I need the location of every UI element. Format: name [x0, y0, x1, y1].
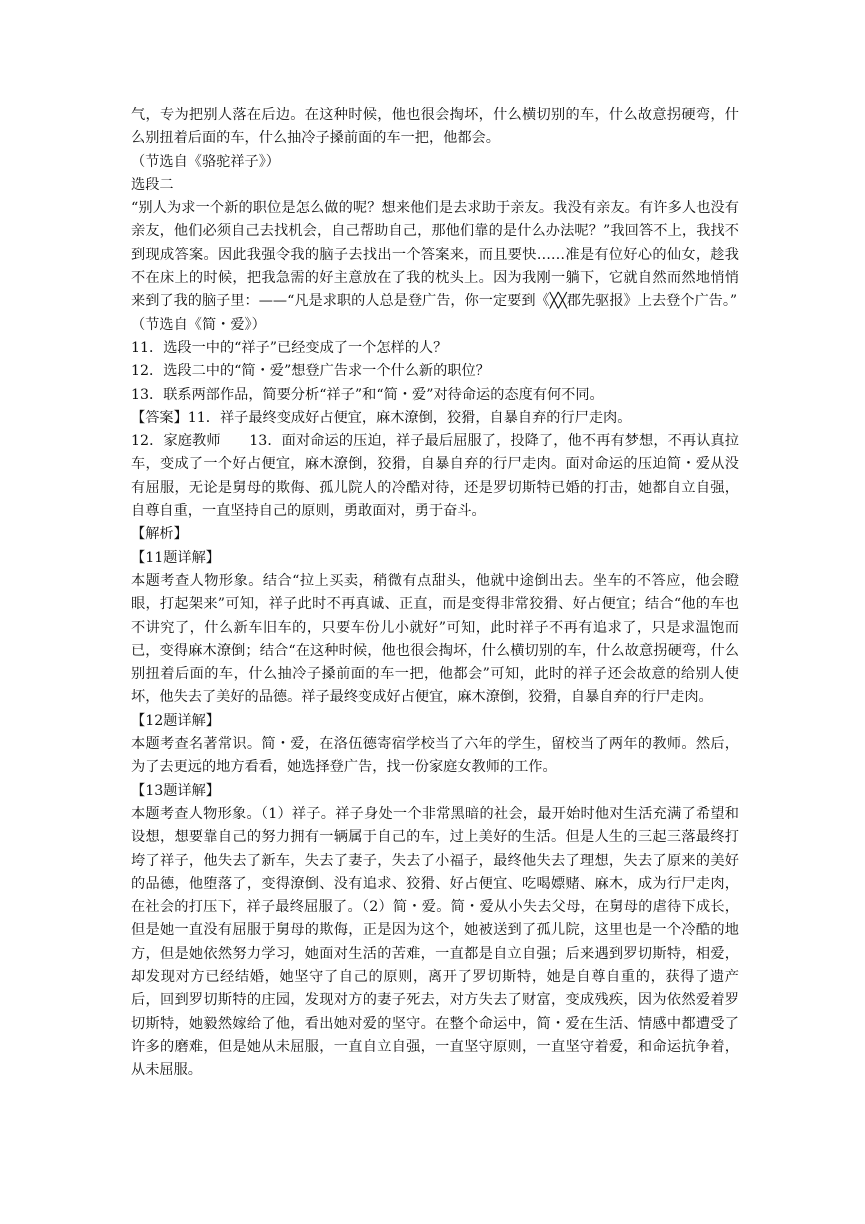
passage-two-source: （节选自《简・爱》）: [131, 316, 266, 333]
passage-two-heading: 选段二: [131, 176, 174, 193]
question-12: 12．选段二中的“简・爱”想登广告求一个什么新的职位？: [131, 363, 490, 380]
analysis-13-heading: 【13题详解】: [131, 782, 220, 799]
analysis-12-heading: 【12题详解】: [131, 712, 220, 729]
analysis-11-heading: 【11题详解】: [131, 549, 220, 566]
analysis-13-text: 本题考查人物形象。（1）祥子。祥子身处一个非常黑暗的社会，最开始时他对生活充满了希望和设想，想要靠自己的努力拥有一辆属于自己的车，过上美好的生活。但是人生的三起三落最终打垮了祥子，他失去了新车，失去了妻子，失去了小福子，最终他失去了理想，失去了原来的美好的品德，他堕落了，变得潦倒、没有追求、狡猾、好占便宜、吃喝嫖赌、麻木，成为行尸走肉，在社会的打压下，祥子最终屈服了。（2）简・爱。简・爱从小失去父母，在舅母的虐待下成长，但是她一直没有屈服于舅母的欺侮，正是因为这个，她被送到了孤儿院，这里也是一个冷酷的地方，但是她依然努力学习，她面对生活的苦难，一直都是自立自强；后来遇到罗切斯特，相爱，却发现对方已经结婚，她坚守了自己的原则，离开了罗切斯特，她是自尊自重的，获得了遗产后，回到罗切斯特的庄园，发现对方的妻子死去，对方失去了财富，变成残疾，因为依然爱着罗切斯特，她毅然嫁给了他，看出她对爱的坚守。在整个命运中，简・爱在生活、情感中都遭受了许多的磨难，但是她从未屈服，一直自立自强，一直坚守原则，一直坚守着爱，和命运抗争着，从未屈服。: [131, 805, 739, 1079]
question-11: 11．选段一中的“祥子”已经变成了一个怎样的人？: [131, 339, 448, 356]
question-13: 13．联系两部作品，简要分析“祥子”和“简・爱”对待命运的态度有何不同。: [131, 386, 604, 403]
passage-one-source: （节选自《骆驼祥子》）: [131, 153, 280, 170]
analysis-12-text: 本题考查名著常识。简・爱，在洛伍德寄宿学校当了六年的学生，留校当了两年的教师。然后，为了去更远的地方看看，她选择登广告，找一份家庭女教师的工作。: [131, 736, 739, 776]
document-body: [131, 104, 739, 1082]
answer-11: 【答案】11．祥子最终变成好占便宜，麻木潦倒，狡猾，自暴自弃的行尸走肉。: [131, 409, 632, 426]
passage-one-ending: 气，专为把别人落在后边。在这种时候，他也很会掏坏，什么横切别的车，什么故意拐硬弯，什么别扭着后面的车，什么抽冷子搡前面的车一把，他都会。: [131, 107, 739, 147]
answer-12-13: 12．家庭教师 13．面对命运的压迫，祥子最后屈服了，投降了，他不再有梦想，不再认真拉车，变成了一个好占便宜，麻木潦倒，狡猾，自暴自弃的行尸走肉。面对命运的压迫简・爱从没有屈服，无论是舅母的欺侮、孤儿院人的冷酷对待，还是罗切斯特已婚的打击，她都自立自强，自尊自重，一直坚持自己的原则，勇敢面对，勇于奋斗。: [131, 433, 739, 520]
passage-two-text: “别人为求一个新的职位是怎么做的呢？想来他们是去求助于亲友。我没有亲友。有许多人也没有亲友，他们必须自己去找机会，自己帮助自己，那他们靠的是什么办法呢？”我回答不上，我找不到现成答案。因此我强令我的脑子去找出一个答案来，而且要快……准是有位好心的仙女，趁我不在床上的时候，把我急需的好主意放在了我的枕头上。因为我刚一躺下，它就自然而然地悄悄来到了我的脑子里：——“凡是求职的人总是登广告，你一定要到《╳╳郡先驱报》上去登个广告。”: [131, 200, 739, 310]
analysis-heading: 【解析】: [131, 526, 188, 543]
analysis-11-text: 本题考查人物形象。结合“拉上买卖，稍微有点甜头，他就中途倒出去。坐车的不答应，他会瞪眼，打起架来”可知，祥子此时不再真诚、正直，而是变得非常狡猾、好占便宜；结合“他的车也不讲究了，什么新车旧车的，只要车份儿小就好”可知，此时祥子不再有追求了，只是求温饱而已，变得麻木潦倒；结合“在这种时候，他也很会掏坏，什么横切别的车，什么故意拐硬弯，什么别扭着后面的车，什么抽冷子搡前面的车一把，他都会”可知，此时的祥子还会故意的给别人使坏，他失去了美好的品德。祥子最终变成好占便宜，麻木潦倒，狡猾，自暴自弃的行尸走肉。: [131, 572, 739, 706]
